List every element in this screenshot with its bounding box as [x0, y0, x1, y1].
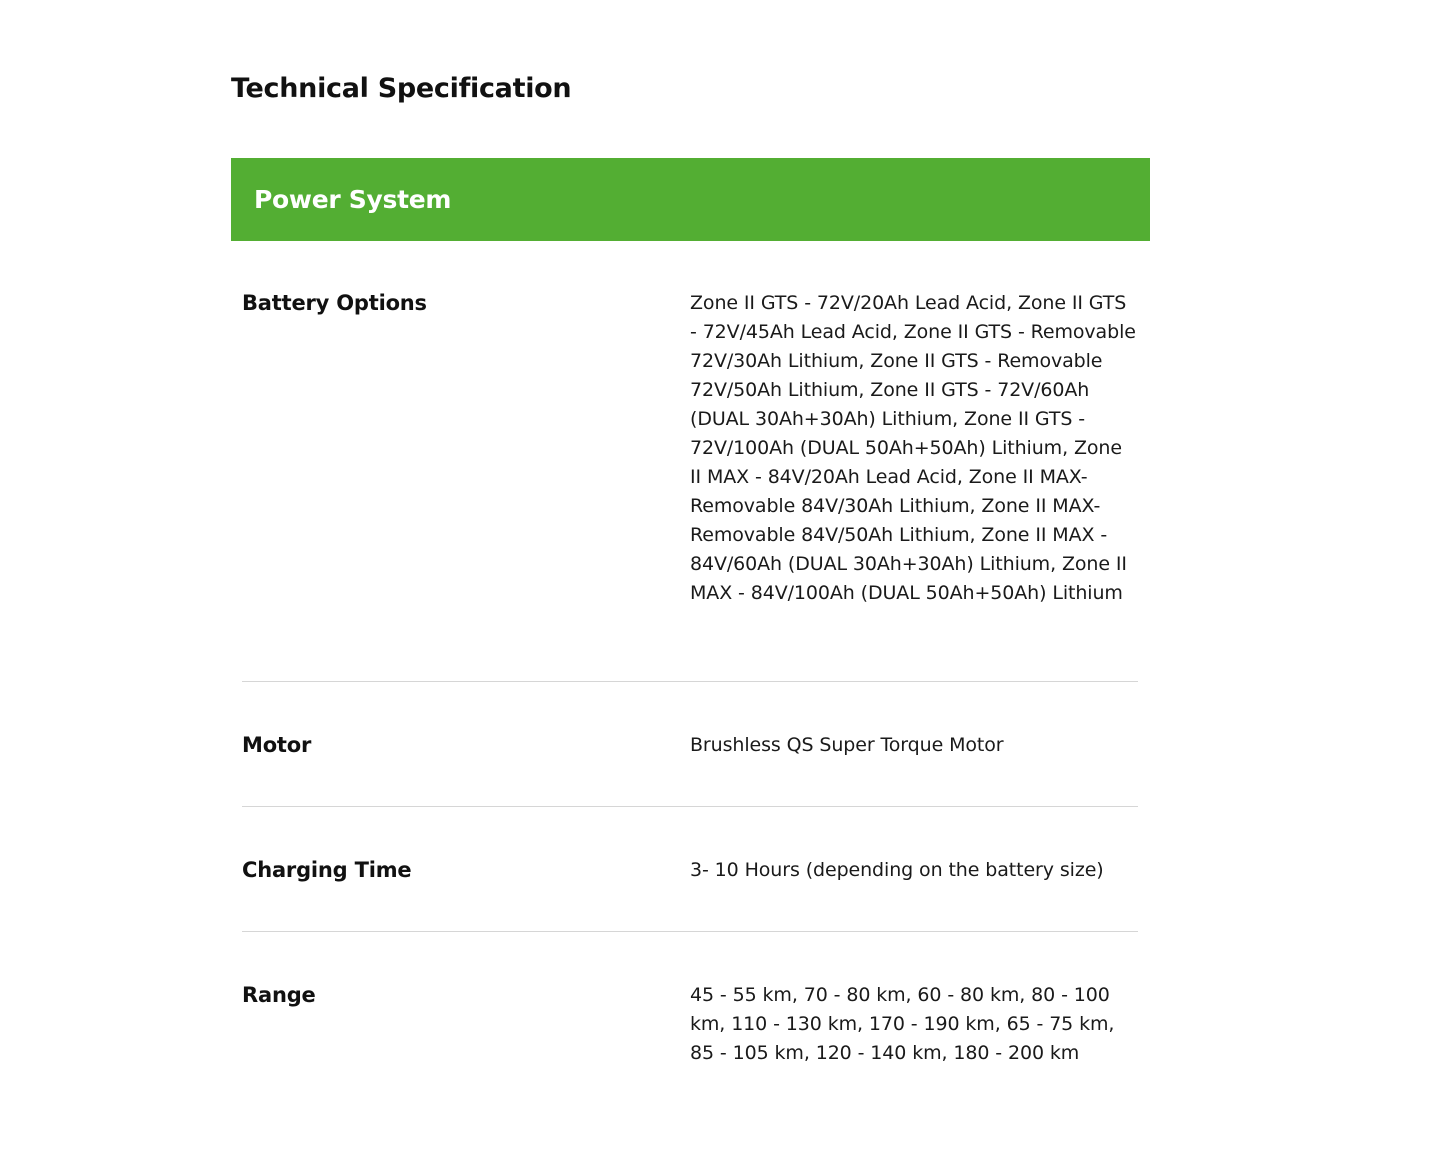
spec-value: 45 - 55 km, 70 - 80 km, 60 - 80 km, 80 - 100 km, 110 - 130 km, 170 - 190 km, 65 - 75 km, 85 - 105 km, 120 - 140 km, 180 - 200 km [690, 984, 1115, 1064]
spec-value: Brushless QS Super Torque Motor [690, 734, 1004, 756]
spec-label: Range [242, 983, 316, 1007]
section-title: Power System [254, 185, 452, 214]
spec-label: Battery Options [242, 291, 427, 315]
spec-label: Charging Time [242, 858, 412, 882]
spec-row-battery-options [242, 241, 1138, 682]
spec-row-charging-time [242, 807, 1138, 932]
page-title: Technical Specification [231, 73, 572, 104]
power-system-section-header [231, 158, 1150, 241]
spec-value: 3- 10 Hours (depending on the battery size) [690, 859, 1104, 881]
spec-label: Motor [242, 733, 312, 757]
spec-row-range [242, 932, 1138, 1072]
spec-table [242, 241, 1138, 1072]
spec-row-motor [242, 682, 1138, 807]
spec-value: Zone II GTS - 72V/20Ah Lead Acid, Zone II GTS - 72V/45Ah Lead Acid, Zone II GTS - Removable 72V/30Ah Lithium, Zone II GTS - Removable 72V/50Ah Lithium, Zone II GTS - 72V/60Ah (DUAL 30Ah+30Ah) Lithium, Zone II GTS - 72V/100Ah (DUAL 50Ah+50Ah) Lithium, Zone II MAX - 84V/20Ah Lead Acid, Zone II MAX- Removable 84V/30Ah Lithium, Zone II MAX- Removable 84V/50Ah Lithium, Zone II MAX - 84V/60Ah (DUAL 30Ah+30Ah) Lithium, Zone II MAX - 84V/100Ah (DUAL 50Ah+50Ah) Lithium [690, 292, 1136, 604]
